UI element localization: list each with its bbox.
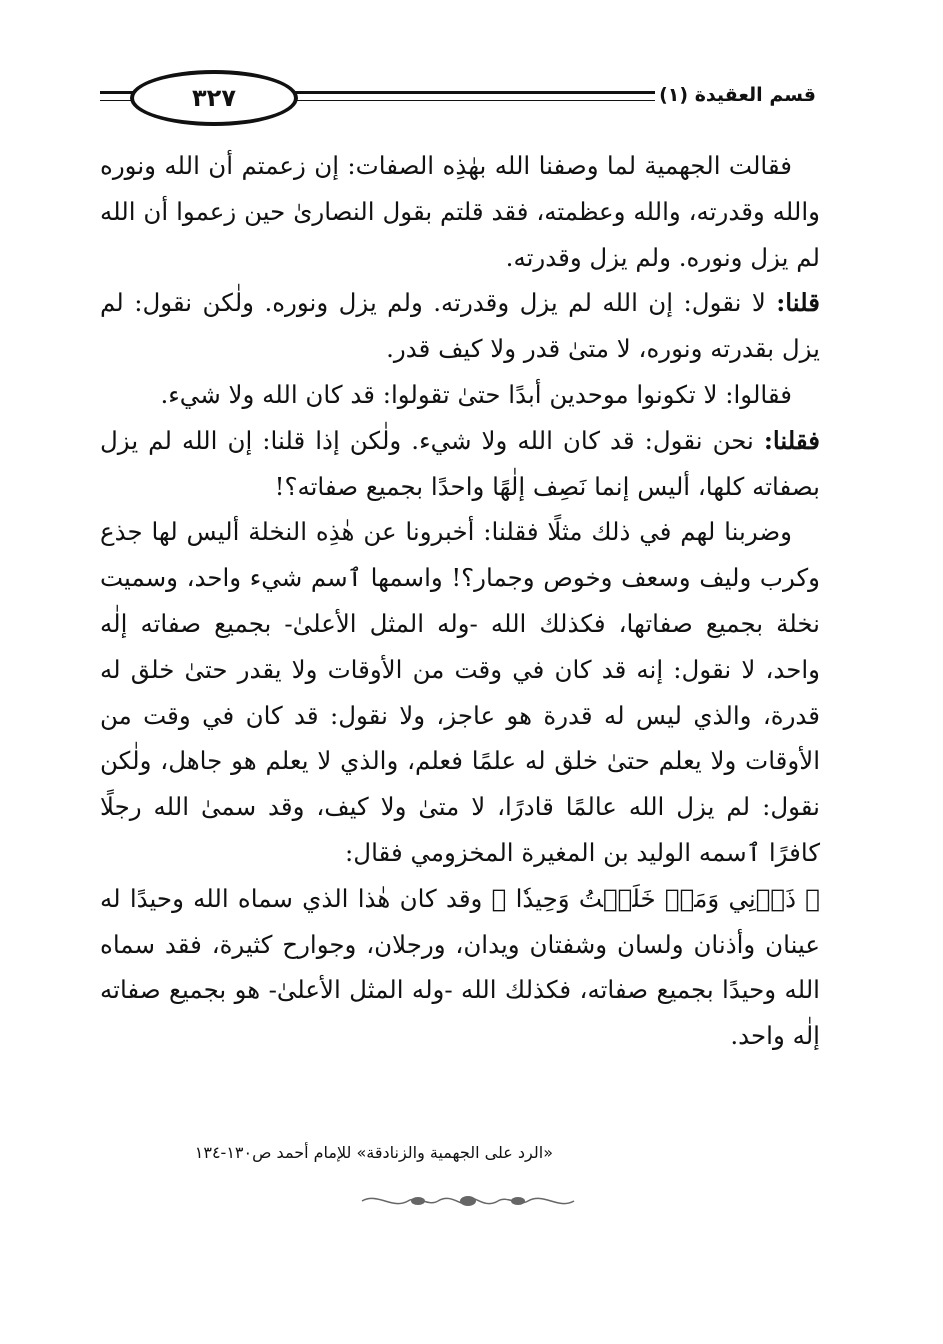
page-header	[100, 70, 820, 126]
paragraph-text: نحن نقول: قد كان الله ولا شيء. ولٰكن إذا قلنا: إن الله لم يزل بصفاته كلها، أليس إنما نَصِف إلٰهًا واحدًا بجميع صفاته؟!	[100, 425, 820, 501]
speaker-label: فقلنا:	[763, 425, 820, 455]
paragraph-2	[100, 280, 820, 372]
paragraph-3: فقالوا: لا تكونوا موحدين أبدًا حتىٰ تقولوا: قد كان الله ولا شيء.	[160, 379, 792, 409]
paragraph-4	[100, 418, 820, 510]
running-title: قسم العقيدة (١)	[655, 84, 820, 106]
main-text	[100, 143, 820, 1059]
page-number: ٣٢٧	[192, 84, 236, 112]
speaker-label: قلنا:	[776, 288, 820, 318]
paragraph-text: وقد كان هٰذا الذي سماه الله وحيدًا له عينان وأذنان ولسان وشفتان ويدان، ورجلان، وجوارح كثيرة، فقد سماه الله وحيدًا بجميع صفاته، فكذلك الله -وله المثل الأعلىٰ- هو بجميع صفاته إلٰه واحد.	[100, 883, 820, 1051]
quran-verse: ﴿ ذَرۡنِي وَمَنۡ خَلَقۡتُ وَحِيدٗا ﴾	[491, 883, 821, 913]
paragraph-text: لا نقول: إن الله لم يزل وقدرته. ولم يزل ونوره. ولٰكن نقول: لم يزل بقدرته ونوره، لا متىٰ قدر ولا كيف قدر.	[100, 288, 820, 364]
paragraph-1: فقالت الجهمية لما وصفنا الله بهٰذِه الصفات: إن زعمتم أن الله ونوره والله وقدرته، والله وعظمته، فقد قلتم بقول النصارىٰ حين زعموا أن الله لم يزل ونوره. ولم يزل وقدرته.	[100, 151, 820, 272]
paragraph-5	[100, 509, 820, 1059]
source-citation: «الرد على الجهمية والزنادقة» للإمام أحمد ص١٣٠-١٣٤	[194, 1143, 553, 1162]
ornament-divider	[358, 1190, 578, 1212]
page-number-frame	[130, 70, 298, 126]
paragraph-text: وضربنا لهم في ذلك مثلًا فقلنا: أخبرونا عن هٰذِه النخلة أليس لها جذع وكرب وليف وسعف وخوص وجمار؟! واسمها ٱسم شيء واحد، وسميت نخلة بجميع صفاتها، فكذلك الله -وله المثل الأعلىٰ- بجميع صفاته إلٰه واحد، لا نقول: إنه قد كان في وقت من الأوقات ولا يقدر حتىٰ خلق له قدرة، والذي ليس له قدرة هو عاجز، ولا نقول: قد كان في وقت من الأوقات ولا يعلم حتىٰ خلق له علمًا فعلم، والذي لا يعلم هو جاهل، ولٰكن نقول: لم يزل الله عالمًا قادرًا، لا متىٰ ولا كيف، وقد سمىٰ الله رجلًا كافرًا ٱسمه الوليد بن المغيرة المخزومي فقال:	[100, 517, 820, 867]
